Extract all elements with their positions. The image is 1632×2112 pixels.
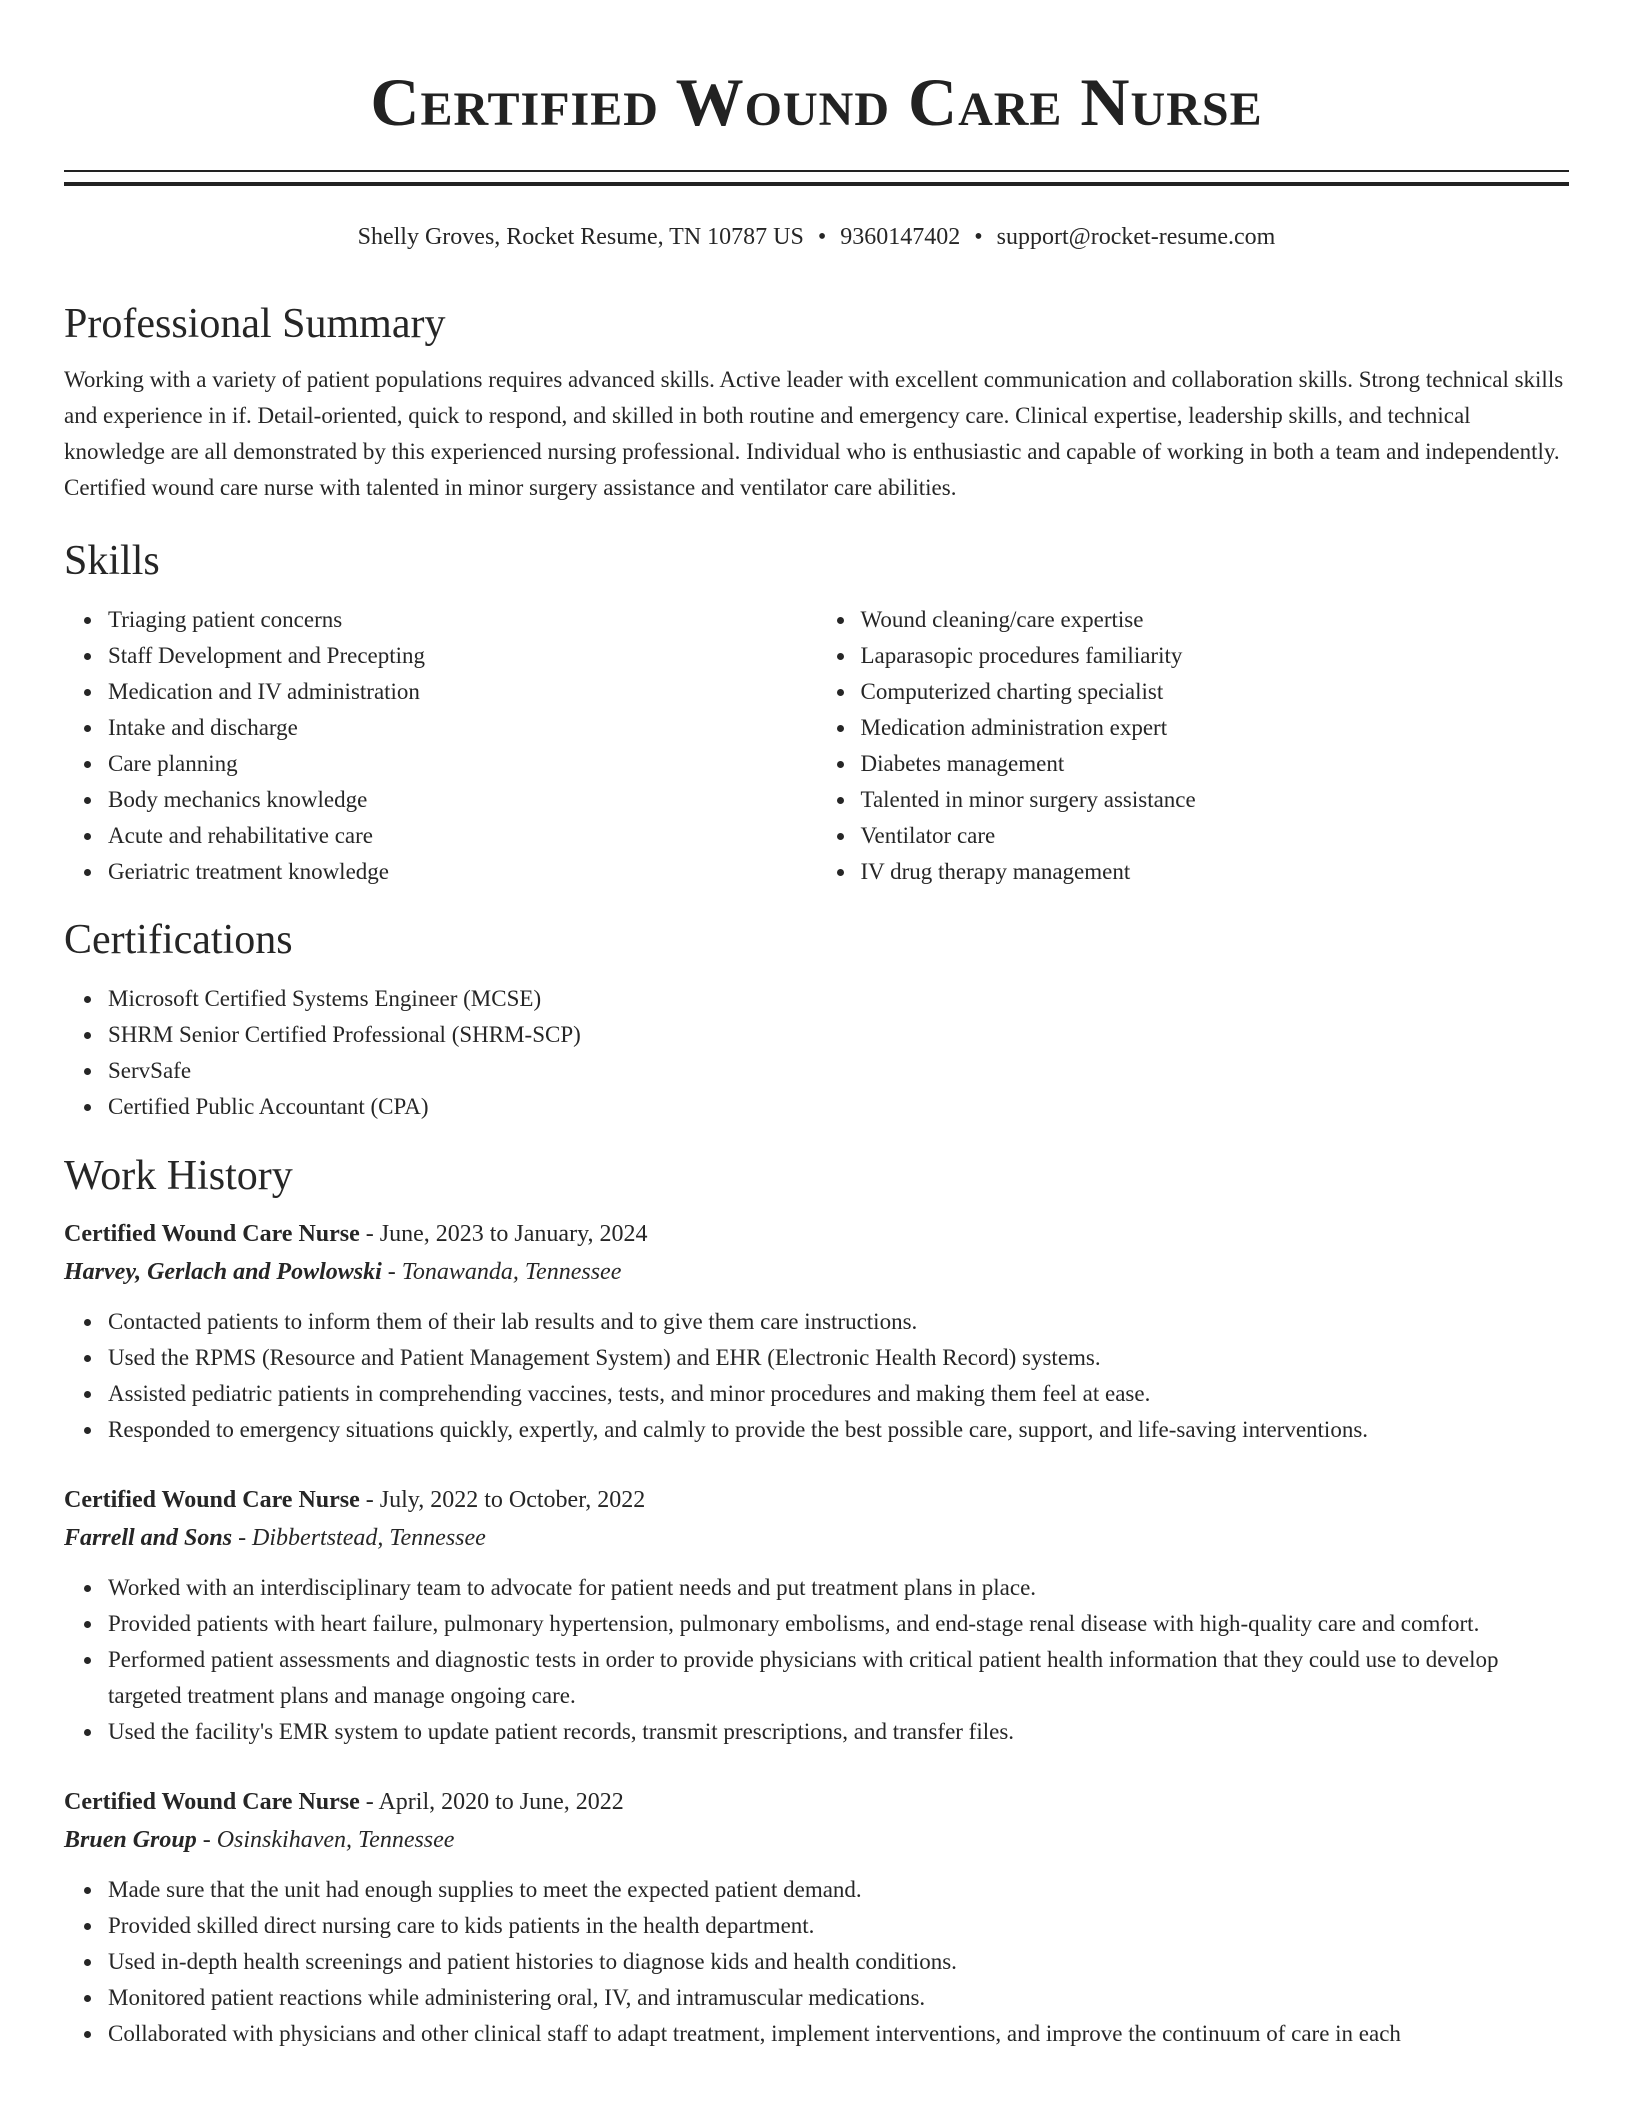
job-bullet: Used in-depth health screenings and patient histories to diagnose kids and health conditions. <box>108 1944 1569 1980</box>
job-title: Certified Wound Care Nurse <box>64 1487 360 1513</box>
certification-item: Certified Public Accountant (CPA) <box>108 1089 1569 1125</box>
skill-item: Staff Development and Precepting <box>108 638 817 674</box>
skill-item: Intake and discharge <box>108 710 817 746</box>
job-bullets <box>64 1570 1569 1750</box>
job-dates: - April, 2020 to June, 2022 <box>359 1789 624 1815</box>
skill-item: Medication and IV administration <box>108 674 817 710</box>
company-line <box>64 1253 1569 1291</box>
certifications-list <box>64 981 1569 1125</box>
skills-heading: Skills <box>64 538 160 584</box>
job-entry <box>64 1215 1569 1448</box>
job-dates: - July, 2022 to October, 2022 <box>359 1487 646 1513</box>
skills-columns <box>64 602 1569 890</box>
job-bullet: Worked with an interdisciplinary team to advocate for patient needs and put treatment plans in place. <box>108 1570 1569 1606</box>
work-history-section <box>64 1151 1569 2052</box>
contact-line <box>64 221 1569 253</box>
company-line <box>64 1821 1569 1859</box>
job-bullet: Performed patient assessments and diagnostic tests in order to provide physicians with critical patient health information that they could use to develop targeted treatment plans and manage ongoing care. <box>108 1642 1569 1714</box>
job-bullets <box>64 1304 1569 1448</box>
resume-page <box>64 0 1569 2052</box>
work-history-heading: Work History <box>64 1153 293 1199</box>
skill-item: Body mechanics knowledge <box>108 782 817 818</box>
job-title: Certified Wound Care Nurse <box>64 1221 360 1247</box>
company-location: - Osinskihaven, Tennessee <box>196 1827 455 1853</box>
job-title-line <box>64 1481 1569 1519</box>
skill-item: Geriatric treatment knowledge <box>108 854 817 890</box>
job-entry <box>64 1481 1569 1750</box>
skill-item: Wound cleaning/care expertise <box>861 602 1570 638</box>
job-bullet: Collaborated with physicians and other clinical staff to adapt treatment, implement interventions, and improve the continuum of care in each <box>108 2016 1569 2052</box>
company-name: Farrell and Sons <box>64 1525 233 1551</box>
skill-item: Care planning <box>108 746 817 782</box>
skills-section <box>64 536 1569 890</box>
skill-item: Talented in minor surgery assistance <box>861 782 1570 818</box>
skill-item: Laparasopic procedures familiarity <box>861 638 1570 674</box>
skill-item: Acute and rehabilitative care <box>108 818 817 854</box>
company-location: - Tonawanda, Tennessee <box>381 1259 622 1285</box>
summary-heading: Professional Summary <box>64 301 446 347</box>
company-location: - Dibbertstead, Tennessee <box>232 1525 486 1551</box>
job-title-line <box>64 1783 1569 1821</box>
job-dates: - June, 2023 to January, 2024 <box>359 1221 648 1247</box>
job-bullet: Responded to emergency situations quickly, expertly, and calmly to provide the best possible care, support, and life-saving interventions. <box>108 1412 1569 1448</box>
summary-section <box>64 299 1569 506</box>
job-bullet: Used the RPMS (Resource and Patient Management System) and EHR (Electronic Health Record) systems. <box>108 1340 1569 1376</box>
skills-left-list <box>64 602 817 890</box>
contact-address: Shelly Groves, Rocket Resume, TN 10787 US <box>357 224 804 250</box>
certifications-heading: Certifications <box>64 917 293 963</box>
company-name: Harvey, Gerlach and Powlowski <box>64 1259 382 1285</box>
job-entry <box>64 1783 1569 2052</box>
title-divider <box>64 170 1569 186</box>
summary-text: Working with a variety of patient populations requires advanced skills. Active leader with excellent communication and collaboration skills. Strong technical skills and experience in if. Detail-oriented, quick to respond, and skilled in both routine and emergency care. Clinical expertise, leadership skills, and technical knowledge are all demonstrated by this experienced nursing professional. Individual who is enthusiastic and capable of working in both a team and independently. Certified wound care nurse with talented in minor surgery assistance and ventilator care abilities. <box>64 367 1564 500</box>
skills-right-list <box>817 602 1570 890</box>
skill-item: IV drug therapy management <box>861 854 1570 890</box>
job-title-line <box>64 1215 1569 1253</box>
contact-email: support@rocket-resume.com <box>996 224 1276 250</box>
certification-item: SHRM Senior Certified Professional (SHRM-SCP) <box>108 1017 1569 1053</box>
job-bullets <box>64 1872 1569 2052</box>
resume-title: Certified Wound Care Nurse <box>370 64 1263 140</box>
job-bullet: Used the facility's EMR system to update patient records, transmit prescriptions, and transfer files. <box>108 1714 1569 1750</box>
skill-item: Diabetes management <box>861 746 1570 782</box>
certification-item: Microsoft Certified Systems Engineer (MCSE) <box>108 981 1569 1017</box>
skill-item: Medication administration expert <box>861 710 1570 746</box>
skill-item: Computerized charting specialist <box>861 674 1570 710</box>
contact-separator: • <box>817 224 827 250</box>
job-bullet: Provided skilled direct nursing care to kids patients in the health department. <box>108 1908 1569 1944</box>
job-bullet: Assisted pediatric patients in comprehending vaccines, tests, and minor procedures and making them feel at ease. <box>108 1376 1569 1412</box>
contact-phone: 9360147402 <box>840 224 961 250</box>
job-bullet: Monitored patient reactions while administering oral, IV, and intramuscular medications. <box>108 1980 1569 2016</box>
company-name: Bruen Group <box>64 1827 197 1853</box>
job-bullet: Made sure that the unit had enough supplies to meet the expected patient demand. <box>108 1872 1569 1908</box>
skill-item: Triaging patient concerns <box>108 602 817 638</box>
certification-item: ServSafe <box>108 1053 1569 1089</box>
skill-item: Ventilator care <box>861 818 1570 854</box>
contact-separator: • <box>974 224 983 250</box>
job-bullet: Provided patients with heart failure, pulmonary hypertension, pulmonary embolisms, and end-stage renal disease with high-quality care and comfort. <box>108 1606 1569 1642</box>
job-title: Certified Wound Care Nurse <box>64 1789 360 1815</box>
certifications-section <box>64 915 1569 1125</box>
job-bullet: Contacted patients to inform them of their lab results and to give them care instructions. <box>108 1304 1569 1340</box>
company-line <box>64 1519 1569 1557</box>
